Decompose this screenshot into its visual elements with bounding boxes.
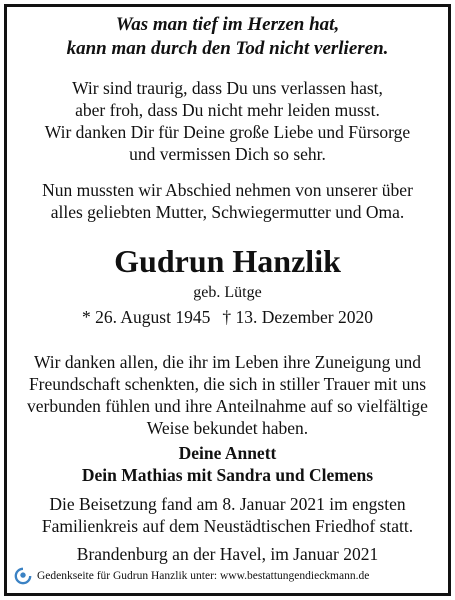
intro-line-4: und vermissen Dich so sehr. [129, 144, 326, 164]
memorial-logo-icon [14, 567, 32, 585]
life-dates [0, 307, 455, 328]
place-date: Brandenburg an der Havel, im Januar 2021 [76, 544, 379, 564]
thanks-line-3: verbunden fühlen und ihre Anteilnahme auf so vielfältige [27, 396, 428, 416]
deceased-name: Gudrun Hanzlik [114, 243, 341, 279]
burial-line-2: Familienkreis auf dem Neustädtischen Friedhof statt. [41, 516, 414, 536]
signature-line-1: Deine Annett [178, 443, 277, 463]
thanks-line-2: Freundschaft schenkten, die sich in stiller Trauer mit uns [28, 374, 427, 394]
thanks-line-1: Wir danken allen, die ihr im Leben ihre Zuneigung und [33, 352, 422, 372]
thanks-line-4: Weise bekundet haben. [146, 418, 309, 438]
motto-line-1: Was man tief im Herzen hat, [115, 14, 340, 35]
intro-line-3: Wir danken Dir für Deine große Liebe und Fürsorge [44, 122, 411, 142]
signature-line-2: Dein Mathias mit Sandra und Clemens [81, 465, 374, 485]
farewell-line-1: Nun mussten wir Abschied nehmen von unserer über [42, 180, 413, 200]
burial-line-1: Die Beisetzung fand am 8. Januar 2021 im engsten [49, 494, 406, 514]
memorial-footer [14, 566, 369, 586]
motto-line-2: kann man durch den Tod nicht verlieren. [66, 38, 389, 59]
death-date: † 13. Dezember 2020 [222, 307, 373, 327]
memorial-page-link[interactable]: Gedenkseite für Gudrun Hanzlik unter: www.bestattungendieckmann.de [37, 570, 370, 582]
intro-line-1: Wir sind traurig, dass Du uns verlassen hast, [72, 78, 383, 98]
birth-date: * 26. August 1945 [81, 307, 211, 327]
maiden-name: geb. Lütge [193, 284, 262, 301]
intro-line-2: aber froh, dass Du nicht mehr leiden musst. [75, 100, 380, 120]
farewell-line-2: alles geliebten Mutter, Schwiegermutter und Oma. [50, 202, 405, 222]
